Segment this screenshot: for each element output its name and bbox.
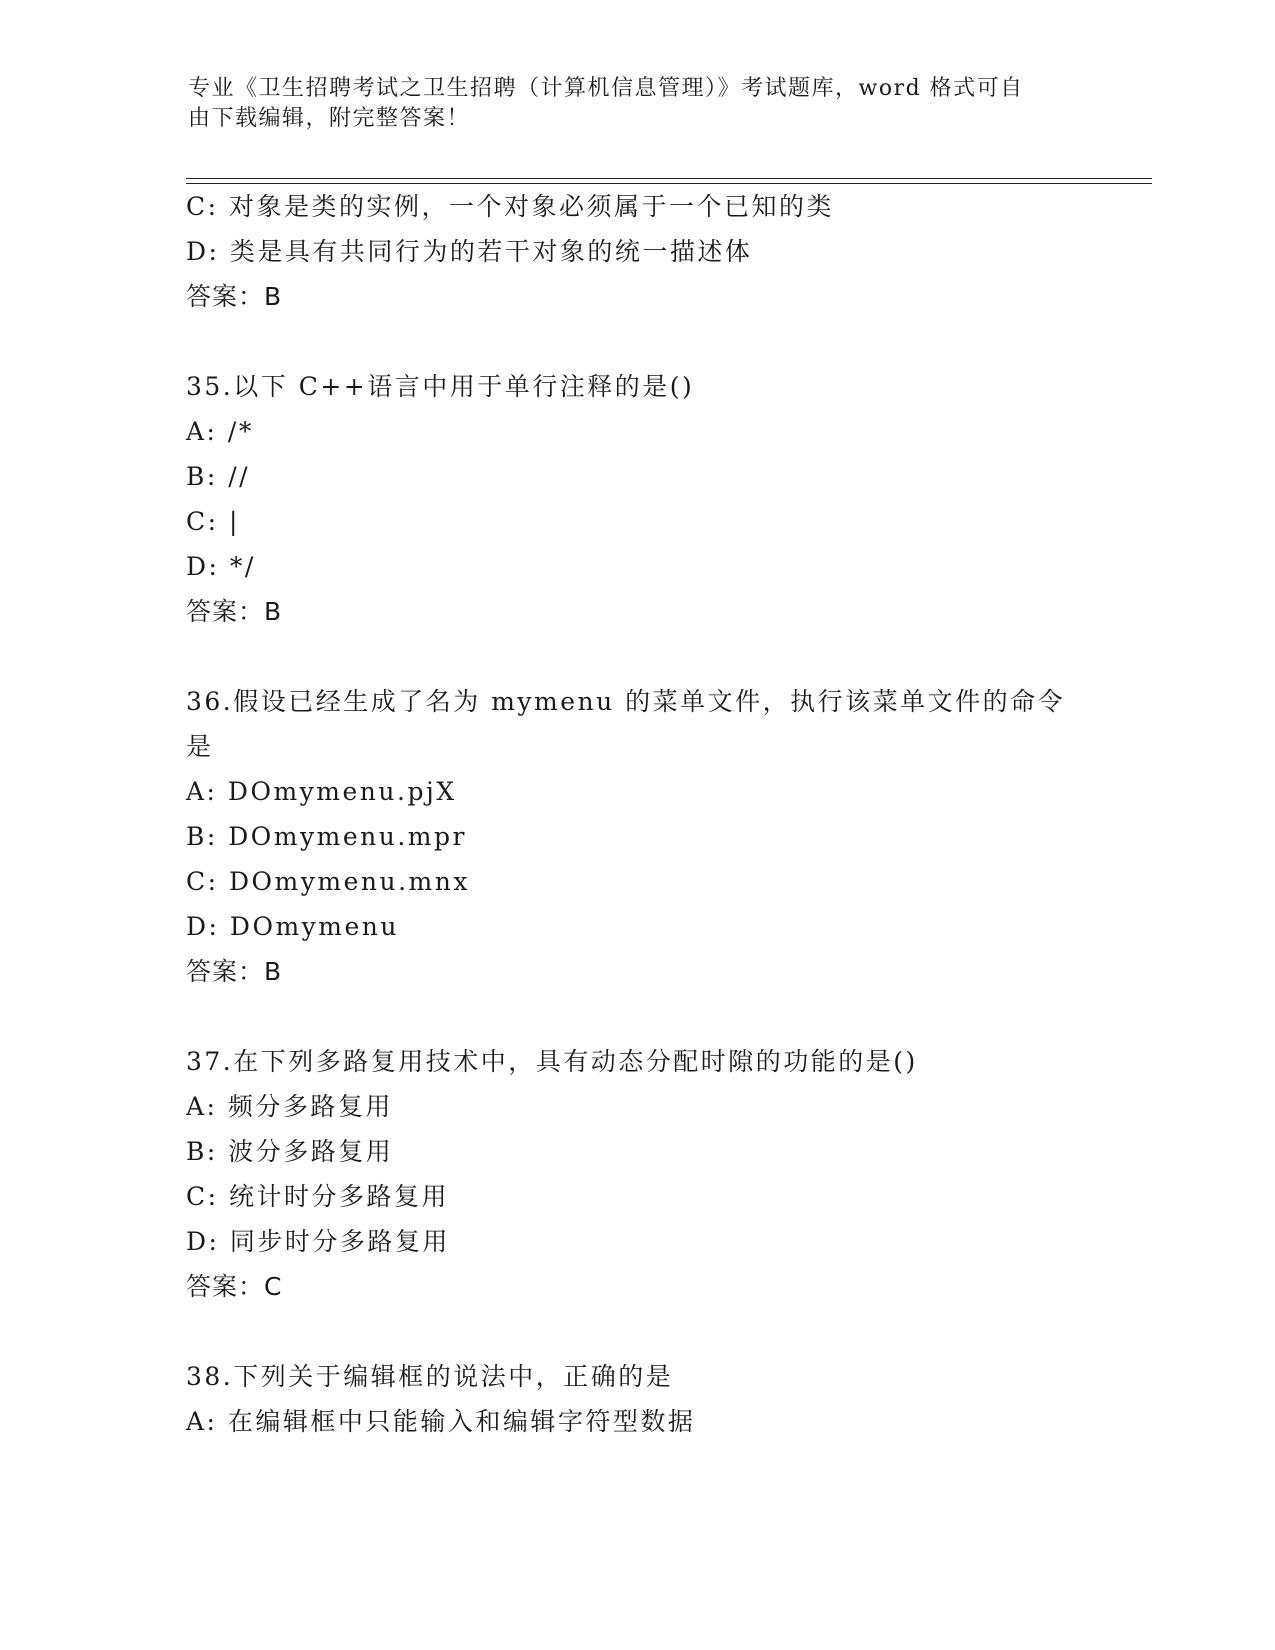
- q34-answer: 答案：B: [186, 282, 283, 311]
- q34-option-c: C: 对象是类的实例，一个对象必须属于一个已知的类: [186, 192, 835, 221]
- q38-question: 38.下列关于编辑框的说法中，正确的是: [186, 1362, 674, 1391]
- q37-option-d: D: 同步时分多路复用: [186, 1227, 450, 1256]
- q35-question: 35.以下 C++语言中用于单行注释的是(): [186, 372, 695, 401]
- q37-option-a: A: 频分多路复用: [186, 1092, 393, 1121]
- q36-option-a: A: DOmymenu.pjX: [186, 777, 457, 806]
- q36-question-line-2: 是: [186, 732, 214, 761]
- q34-option-d: D: 类是具有共同行为的若干对象的统一描述体: [186, 237, 753, 266]
- header-divider-top: [186, 178, 1152, 179]
- header-line-1: 专业《卫生招聘考试之卫生招聘（计算机信息管理）》考试题库，word 格式可自: [188, 76, 1024, 101]
- q37-option-b: B: 波分多路复用: [186, 1137, 394, 1166]
- q35-option-d: D: */: [186, 552, 256, 581]
- header-line-2: 由下载编辑，附完整答案！: [188, 106, 471, 131]
- q35-option-b: B: //: [186, 462, 251, 491]
- q37-question: 37.在下列多路复用技术中，具有动态分配时隙的功能的是(): [186, 1047, 918, 1076]
- q37-answer: 答案：C: [186, 1272, 283, 1301]
- q36-answer: 答案：B: [186, 957, 283, 986]
- document-header: [188, 74, 1068, 134]
- q36-option-d: D: DOmymenu: [186, 912, 399, 941]
- q38-option-a: A: 在编辑框中只能输入和编辑字符型数据: [186, 1407, 696, 1436]
- q36-question-line-1: 36.假设已经生成了名为 mymenu 的菜单文件，执行该菜单文件的命令: [186, 687, 1066, 716]
- q36-option-c: C: DOmymenu.mnx: [186, 867, 470, 896]
- q35-option-a: A: /*: [186, 417, 254, 446]
- q35-answer: 答案：B: [186, 597, 283, 626]
- q37-option-c: C: 统计时分多路复用: [186, 1182, 449, 1211]
- q35-option-c: C: |: [186, 507, 240, 536]
- q36-option-b: B: DOmymenu.mpr: [186, 822, 467, 851]
- header-divider-bottom: [186, 183, 1152, 184]
